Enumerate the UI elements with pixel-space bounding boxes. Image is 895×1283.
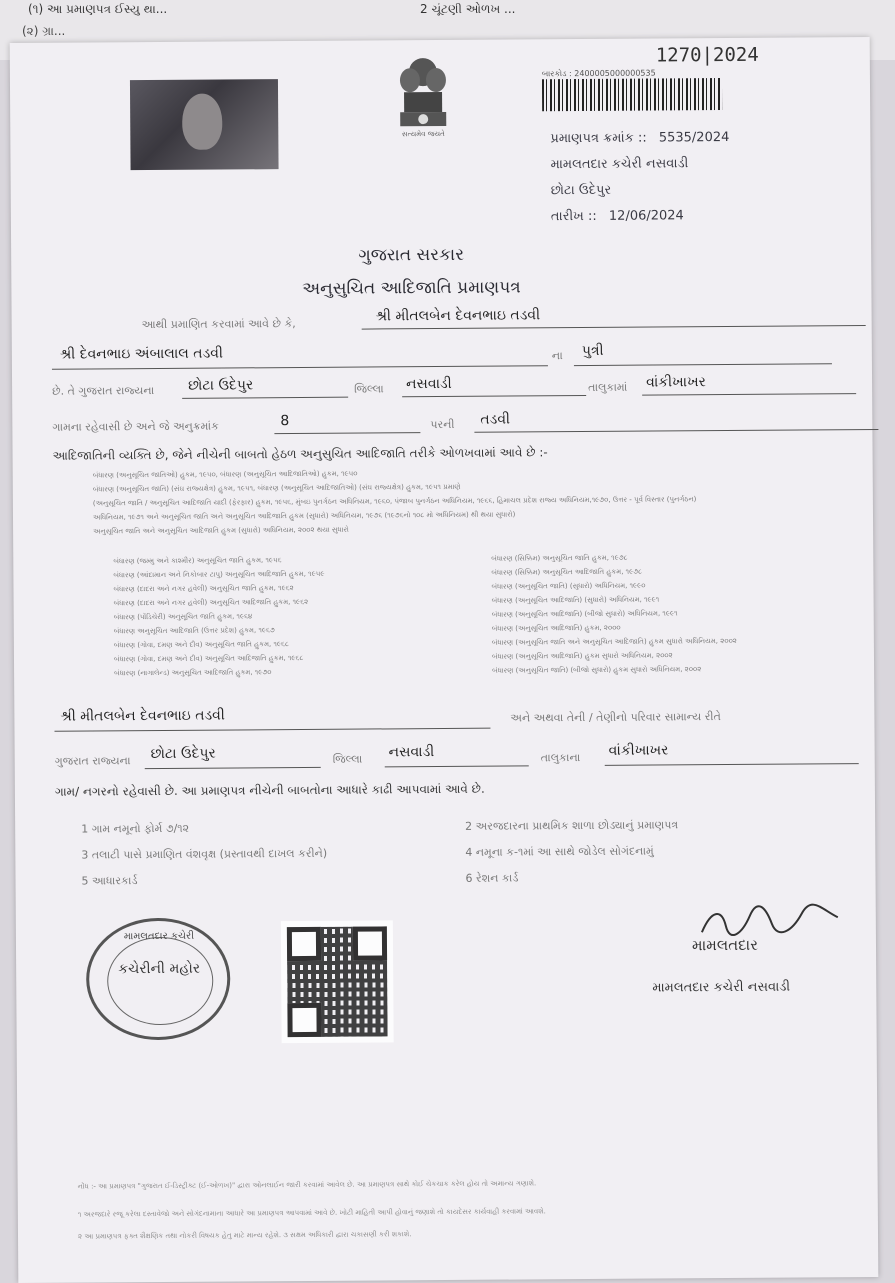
order-item: બંધારણ (જમ્મુ અને કાશ્મીર) અનુસૂચિત જાતિ હુકમ, ૧૯૫૬ <box>113 556 282 566</box>
document-item: 6 રેશન કાર્ડ <box>465 871 519 885</box>
order-item: બંધારણ (અનુસૂચિત આદિજાતિ) (સુધારો) અધિનિયમ, ૧૯૯૧ <box>491 595 660 605</box>
order-item: બંધારણ (અનુસૂચિત આદિજાતિ) હુકમ, ૨૦૦૦ <box>491 623 621 633</box>
order-item: (અનુસૂચિત જાતિ / અનુસૂચિત આદિજાતિ યાદી (ફેરફાર) હુકમ, ૧૯૫૬, મુંબઇ પુનર્ગઠન અધિનિયમ, ૧૯૬૦, પંજાબ પુનર્ગઠન અધિનિયમ, ૧૯૬૬, હિમાચલ પ્રદેશ રાજ્ય અધિનિયમ,૧૯૭૦, ઉત્તર - પૂર્વ વિસ્તાર (પુનર્ગઠન) <box>92 495 697 508</box>
serial-number: 8 <box>274 412 420 434</box>
signatory-designation: મામલતદાર <box>691 935 759 955</box>
holder-name-repeat: શ્રી મીતલબેન દેવનભાઇ તડવી <box>54 706 490 732</box>
order-item: બંધારણ (સિક્કિમ) અનુસૂચિત જાતિ હુકમ, ૧૯૭૮ <box>491 553 628 563</box>
order-item: બંધારણ (નાગાલેન્ડ) અનુસૂચિત આદિજાતિ હુકમ, ૧૯૭૦ <box>114 668 272 678</box>
handwritten-ref: 1270|2024 <box>655 43 759 67</box>
barcode-label: બારકોડ : 2400005000000535 <box>541 68 656 79</box>
resident-label: ગામના રહેવાસી છે અને જે અનુક્રમાંક <box>52 419 219 434</box>
document-item: 5 આધારકાર્ડ <box>81 874 138 888</box>
tribe-sentence: આદિજાતિની વ્યક્તિ છે, જેને નીચેની બાબતો હેઠળ અનુસુચિત આદિજાતિ તરીકે ઓળખવામાં આવે છે :- <box>52 445 548 463</box>
caste-value: તડવી <box>474 409 878 433</box>
taluka-label: તાલુકામાં <box>588 380 628 394</box>
district-value: છોટા ઉદેપુર <box>182 377 348 399</box>
order-item: બંધારણ (અનુસૂચિત જાતિ) (સુધારો) અધિનિયમ, ૧૯૯૦ <box>491 581 646 591</box>
basis-sentence: ગામ/ નગરનો રહેવાસી છે. આ પ્રમાણપત્ર નીચેની બાબતોના આધારે કાઢી આપવામાં આવે છે. <box>54 781 485 799</box>
signature <box>692 903 842 938</box>
footer-note: ૧ અરજદારે રજૂ કરેલા દસ્તાવેજો અને સોગંદનામાના આધારે આ પ્રમાણપત્ર આપવામાં આવે છે. ખોટી માહિતી આપી હોવાનું જણાશે તો કાયદેસર કાર્યવાહી કરવામાં આવશે. <box>77 1207 546 1219</box>
document-item: 2 અરજદારના પ્રાથમિક શાળા છોડ્યાનું પ્રમાણપત્ર <box>465 818 679 833</box>
order-item: અનુસૂચિત જાતિ અને અનુસૂચિત આદિજાતિ હુકમ (સુધારો) અધિનિયમ, ૨૦૦૨ થયા સુધારો <box>93 525 349 536</box>
relation-value: પુત્રી <box>574 341 832 366</box>
back-sheet-line: (૧) આ પ્રમાણપત્ર ઈસ્યુ થા... <box>28 2 168 16</box>
office-district: છોટા ઉદેપુર <box>550 182 612 199</box>
back-sheet-line: (૨) ગ્રા... <box>22 24 66 38</box>
order-item: બંધારણ (દાદરા અને નગર હવેલી) અનુસૂચિત જાતિ હુકમ, ૧૯૬૨ <box>113 584 294 594</box>
village-value: વાંકીખાખર <box>642 373 856 395</box>
holder-photo <box>130 79 279 170</box>
certify-label: આથી પ્રમાણિત કરવામાં આવે છે કે, <box>141 317 296 332</box>
order-item: બંધારણ (ગોવા, દમણ અને દીવ) અનુસૂચિત આદિજાતિ હુકમ, ૧૯૬૮ <box>113 653 304 664</box>
order-item: બંધારણ (સિક્કિમ) અનુસૂચિત આદિજાતિ હુકમ, ૧૯૭૮ <box>491 567 642 577</box>
taluka-value: નસવાડી <box>402 375 586 397</box>
document-item: 3 તલાટી પાસે પ્રમાણિત વંશવૃક્ષ (પ્રસ્તાવથી દાખલ કરીને) <box>81 846 328 862</box>
issue-date <box>551 208 684 224</box>
caste-label: પરની <box>430 417 455 432</box>
signatory-office: મામલતદાર કચેરી નસવાડી <box>652 979 791 996</box>
holder-name: શ્રી મીતલબેન દેવનભાઇ તડવી <box>362 305 866 330</box>
office-line: મામલતદાર કચેરી નસવાડી <box>550 156 689 173</box>
back-sheet-line: 2 ચૂંટણી ઓળખ ... <box>420 2 516 16</box>
order-item: બંધારણ (દાદરા અને નગર હવેલી) અનુસૂચિત આદિજાતિ હુકમ, ૧૯૬૨ <box>113 597 309 608</box>
district-label: જિલ્લા <box>354 382 384 396</box>
order-item: બંધારણ (પોંડિચેરી) અનુસૂચિત જાતિ હુકમ, ૧૯૬૪ <box>113 612 253 622</box>
certificate-page <box>10 37 879 1283</box>
document-item: 1 ગામ નમૂનો ફોર્મ ૭/૧૨ <box>81 821 190 836</box>
order-item: બંધારણ (ગોવા, દમણ અને દીવ) અનુસૂચિત જાતિ હુકમ, ૧૯૬૮ <box>113 640 289 650</box>
state-label-2: ગુજરાત રાજ્યના <box>54 754 131 768</box>
certificate-number <box>550 130 729 146</box>
village-value-2: વાંકીખાખર <box>605 741 859 766</box>
certificate-title: અનુસુચિત આદિજાતિ પ્રમાણપત્ર <box>302 277 521 299</box>
office-seal <box>86 918 231 1041</box>
relation-label: ના <box>551 349 563 363</box>
order-item: બંધારણ (અનુસૂચિત જાતિઓ) હુકમ, ૧૯૫૦, બંધારણ (અનુસૂચિત આદિજાતિઓ) હુકમ, ૧૯૫૦ <box>92 469 358 480</box>
emblem-caption: સત્યમેવ જયતે <box>401 129 445 139</box>
district-label-2: જિલ્લા <box>332 752 363 766</box>
taluka-value-2: નસવાડી <box>385 743 529 767</box>
state-label: છે. તે ગુજરાત રાજ્યના <box>52 384 155 398</box>
seal-rim-text: મામલતદાર કચેરી <box>123 930 195 943</box>
document-item: 4 નમૂના ક-૧માં આ સાથે જોડેલ સોગંદનામું <box>465 844 654 859</box>
footer-note: ૨ આ પ્રમાણપત્ર ફક્ત શૈક્ષણિક તથા નોકરી વિષયક હેતુ માટે માન્ય રહેશે. ૩ સક્ષમ અધિકારી દ્વારા ચકાસણી કરી શકાશે. <box>77 1230 412 1241</box>
orders-list <box>93 463 833 538</box>
order-item: બંધારણ (અનુસૂચિત જાતિ) (બીજો સુધારો) હુકમ સુધારો અધિનિયમ, ૨૦૦૨ <box>492 665 702 675</box>
issue-date-value: 12/06/2024 <box>608 208 684 224</box>
taluka-label-2: તાલુકાના <box>540 751 581 765</box>
order-item: બંધારણ અનુસૂચિત આદિજાતિ (ઉત્તર પ્રદેશ) હુકમ, ૧૯૬૭ <box>113 626 275 636</box>
order-item: બંધારણ (અનુસૂચિત જાતિ) (સંઘ રાજ્યક્ષેત્ર) હુકમ, ૧૯૫૧, બંધારણ (અનુસૂચિત આદિજાતિઓ) (સંઘ રાજ્યક્ષેત્ર) હુકમ, ૧૯૫૧ પ્રમાણે <box>92 482 461 494</box>
family-label: અને અથવા તેની / તેણીનો પરિવાર સામાન્ય રીતે <box>510 710 721 725</box>
national-emblem-icon <box>388 54 459 146</box>
issue-date-label: તારીખ :: <box>550 208 597 225</box>
certificate-number-value: 5535/2024 <box>658 129 730 146</box>
government-title: ગુજરાત સરકાર <box>358 244 465 266</box>
order-item: બંધારણ (આંદામાન અને નિકોબાર ટાપુ) અનુસૂચિત આદિજાતિ હુકમ, ૧૯૫૯ <box>113 569 325 580</box>
seal-text: કચેરીની મહોર <box>118 960 201 978</box>
certificate-number-label: પ્રમાણપત્ર ક્રમાંક :: <box>550 130 647 147</box>
qr-code <box>281 920 394 1043</box>
order-item: બંધારણ (અનુસૂચિત આદિજાતિ) (બીજો સુધારો) અધિનિયમ, ૧૯૯૧ <box>491 609 678 619</box>
barcode <box>542 78 722 111</box>
order-item: બંધારણ (અનુસૂચિત આદિજાતિ) હુકમ સુધારો અધિનિયમ, ૨૦૦૨ <box>491 651 673 661</box>
orders-column-right <box>491 550 792 678</box>
district-value-2: છોટા ઉદેપુર <box>145 745 321 769</box>
parent-name: શ્રી દેવનભાઇ અંબાલાલ તડવી <box>52 343 548 369</box>
order-item: બંધારણ (અનુસૂચિત જાતિ અને અનુસૂચિત આદિજાતિ) હુકમ સુધારો અધિનિયમ, ૨૦૦૨ <box>491 636 737 647</box>
orders-column-left <box>113 552 414 680</box>
footer-note: નોંધ :- આ પ્રમાણપત્ર "ગુજરાત ઈ-ડિસ્ટ્રીક્ટ (ઈ-ઓળખ)" દ્વારા ઓનલાઈન જારી કરવામાં આવેલ છે. આ પ્રમાણપત્ર સાથે કોઈ ચેકચાક કરેલ હોય તો અમાન્ય ગણાશે. <box>77 1179 537 1191</box>
order-item: અધિનિયમ, ૧૯૭૧ અને અનુસૂચિત જાતિ અને અનુસૂચિત આદિજાતિ હુકમ (સુધારો) અધિનિયમ, ૧૯૭૬ (૧૯૭૬નો ૧૦૮ મો અધિનિયમ) થી થયા સુધારો) <box>92 510 516 522</box>
